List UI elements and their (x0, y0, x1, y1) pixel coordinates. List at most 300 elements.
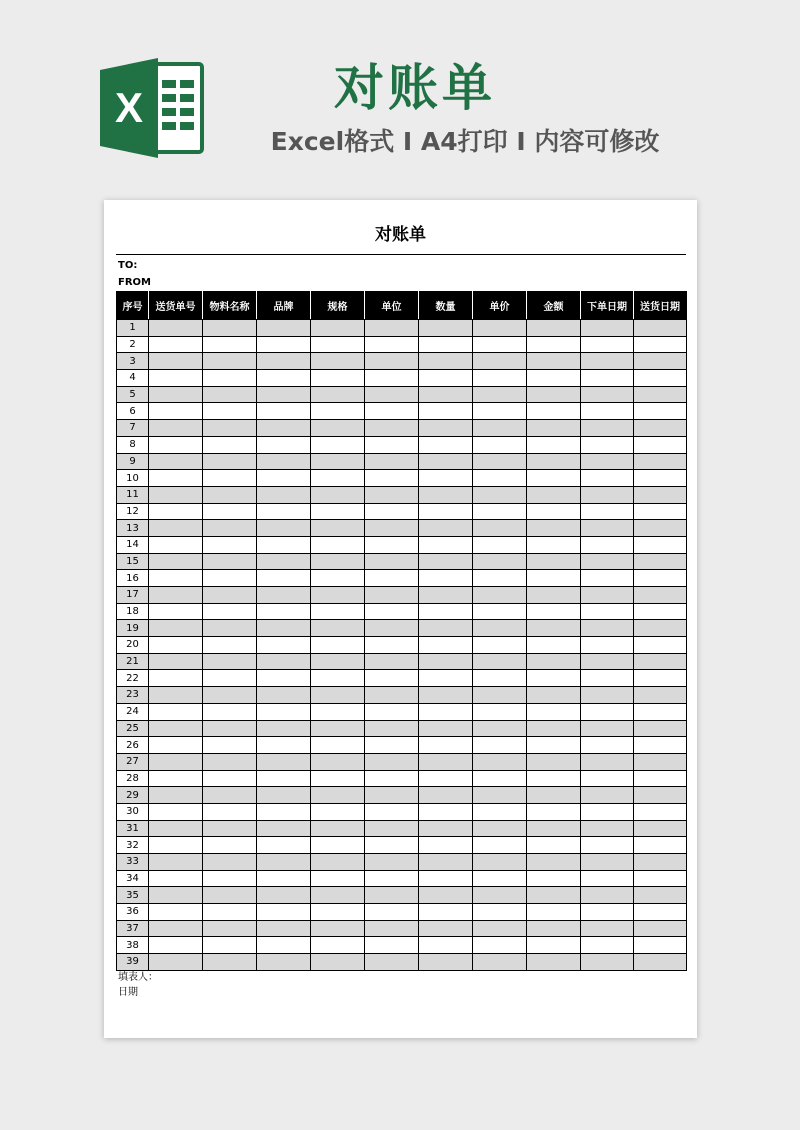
data-cell[interactable] (257, 587, 311, 604)
data-cell[interactable] (419, 937, 473, 954)
data-cell[interactable] (257, 653, 311, 670)
data-cell[interactable] (203, 670, 257, 687)
data-cell[interactable] (581, 753, 634, 770)
data-cell[interactable] (203, 837, 257, 854)
data-cell[interactable] (527, 737, 581, 754)
data-cell[interactable] (257, 803, 311, 820)
data-cell[interactable] (473, 920, 527, 937)
data-cell[interactable] (581, 737, 634, 754)
data-cell[interactable] (581, 920, 634, 937)
data-cell[interactable] (419, 403, 473, 420)
data-cell[interactable] (581, 670, 634, 687)
data-cell[interactable] (419, 920, 473, 937)
data-cell[interactable] (149, 420, 203, 437)
data-cell[interactable] (634, 937, 687, 954)
data-cell[interactable] (419, 787, 473, 804)
data-cell[interactable] (365, 787, 419, 804)
data-cell[interactable] (581, 954, 634, 971)
data-cell[interactable] (581, 787, 634, 804)
data-cell[interactable] (581, 770, 634, 787)
data-cell[interactable] (581, 436, 634, 453)
data-cell[interactable] (149, 870, 203, 887)
data-cell[interactable] (634, 386, 687, 403)
data-cell[interactable] (365, 703, 419, 720)
data-cell[interactable] (473, 353, 527, 370)
data-cell[interactable] (257, 854, 311, 871)
data-cell[interactable] (311, 587, 365, 604)
data-cell[interactable] (527, 553, 581, 570)
data-cell[interactable] (203, 803, 257, 820)
data-cell[interactable] (634, 536, 687, 553)
data-cell[interactable] (581, 837, 634, 854)
data-cell[interactable] (203, 520, 257, 537)
data-cell[interactable] (527, 320, 581, 337)
data-cell[interactable] (527, 720, 581, 737)
data-cell[interactable] (473, 687, 527, 704)
data-cell[interactable] (365, 904, 419, 921)
data-cell[interactable] (365, 587, 419, 604)
data-cell[interactable] (634, 703, 687, 720)
data-cell[interactable] (203, 536, 257, 553)
data-cell[interactable] (527, 503, 581, 520)
data-cell[interactable] (634, 570, 687, 587)
data-cell[interactable] (149, 587, 203, 604)
data-cell[interactable] (419, 904, 473, 921)
data-cell[interactable] (527, 687, 581, 704)
data-cell[interactable] (257, 904, 311, 921)
data-cell[interactable] (311, 703, 365, 720)
data-cell[interactable] (581, 803, 634, 820)
data-cell[interactable] (527, 954, 581, 971)
data-cell[interactable] (527, 670, 581, 687)
data-cell[interactable] (527, 820, 581, 837)
data-cell[interactable] (473, 887, 527, 904)
data-cell[interactable] (149, 787, 203, 804)
data-cell[interactable] (311, 320, 365, 337)
data-cell[interactable] (257, 870, 311, 887)
data-cell[interactable] (257, 954, 311, 971)
data-cell[interactable] (311, 820, 365, 837)
data-cell[interactable] (149, 770, 203, 787)
data-cell[interactable] (203, 403, 257, 420)
data-cell[interactable] (634, 520, 687, 537)
data-cell[interactable] (527, 837, 581, 854)
data-cell[interactable] (419, 336, 473, 353)
data-cell[interactable] (149, 620, 203, 637)
data-cell[interactable] (419, 520, 473, 537)
data-cell[interactable] (473, 770, 527, 787)
data-cell[interactable] (419, 637, 473, 654)
data-cell[interactable] (203, 370, 257, 387)
data-cell[interactable] (311, 620, 365, 637)
data-cell[interactable] (311, 403, 365, 420)
data-cell[interactable] (634, 753, 687, 770)
data-cell[interactable] (581, 904, 634, 921)
data-cell[interactable] (257, 436, 311, 453)
data-cell[interactable] (311, 937, 365, 954)
data-cell[interactable] (203, 436, 257, 453)
data-cell[interactable] (257, 620, 311, 637)
data-cell[interactable] (365, 403, 419, 420)
data-cell[interactable] (473, 904, 527, 921)
data-cell[interactable] (634, 637, 687, 654)
data-cell[interactable] (419, 954, 473, 971)
data-cell[interactable] (311, 870, 365, 887)
data-cell[interactable] (473, 870, 527, 887)
data-cell[interactable] (149, 837, 203, 854)
data-cell[interactable] (203, 820, 257, 837)
data-cell[interactable] (473, 620, 527, 637)
data-cell[interactable] (257, 536, 311, 553)
data-cell[interactable] (473, 787, 527, 804)
data-cell[interactable] (581, 520, 634, 537)
data-cell[interactable] (257, 920, 311, 937)
data-cell[interactable] (419, 536, 473, 553)
data-cell[interactable] (473, 653, 527, 670)
data-cell[interactable] (581, 553, 634, 570)
data-cell[interactable] (149, 570, 203, 587)
data-cell[interactable] (473, 803, 527, 820)
data-cell[interactable] (257, 336, 311, 353)
data-cell[interactable] (365, 620, 419, 637)
data-cell[interactable] (634, 854, 687, 871)
data-cell[interactable] (527, 587, 581, 604)
data-cell[interactable] (527, 470, 581, 487)
data-cell[interactable] (581, 420, 634, 437)
data-cell[interactable] (473, 336, 527, 353)
data-cell[interactable] (311, 770, 365, 787)
data-cell[interactable] (257, 737, 311, 754)
data-cell[interactable] (257, 403, 311, 420)
data-cell[interactable] (419, 587, 473, 604)
data-cell[interactable] (203, 336, 257, 353)
data-cell[interactable] (634, 336, 687, 353)
data-cell[interactable] (634, 420, 687, 437)
data-cell[interactable] (311, 453, 365, 470)
data-cell[interactable] (527, 803, 581, 820)
data-cell[interactable] (419, 720, 473, 737)
data-cell[interactable] (527, 603, 581, 620)
data-cell[interactable] (419, 820, 473, 837)
data-cell[interactable] (527, 453, 581, 470)
data-cell[interactable] (419, 370, 473, 387)
data-cell[interactable] (634, 787, 687, 804)
data-cell[interactable] (149, 336, 203, 353)
data-cell[interactable] (311, 336, 365, 353)
data-cell[interactable] (634, 820, 687, 837)
data-cell[interactable] (203, 503, 257, 520)
data-cell[interactable] (365, 653, 419, 670)
data-cell[interactable] (527, 336, 581, 353)
data-cell[interactable] (581, 470, 634, 487)
data-cell[interactable] (527, 486, 581, 503)
data-cell[interactable] (473, 587, 527, 604)
data-cell[interactable] (634, 720, 687, 737)
data-cell[interactable] (527, 753, 581, 770)
data-cell[interactable] (527, 420, 581, 437)
data-cell[interactable] (527, 520, 581, 537)
data-cell[interactable] (634, 737, 687, 754)
data-cell[interactable] (257, 453, 311, 470)
data-cell[interactable] (473, 420, 527, 437)
data-cell[interactable] (203, 453, 257, 470)
data-cell[interactable] (365, 353, 419, 370)
data-cell[interactable] (581, 587, 634, 604)
data-cell[interactable] (257, 553, 311, 570)
data-cell[interactable] (257, 770, 311, 787)
data-cell[interactable] (365, 837, 419, 854)
data-cell[interactable] (311, 353, 365, 370)
data-cell[interactable] (257, 887, 311, 904)
data-cell[interactable] (311, 637, 365, 654)
data-cell[interactable] (634, 887, 687, 904)
data-cell[interactable] (311, 370, 365, 387)
data-cell[interactable] (149, 687, 203, 704)
data-cell[interactable] (311, 420, 365, 437)
data-cell[interactable] (203, 753, 257, 770)
data-cell[interactable] (257, 353, 311, 370)
data-cell[interactable] (473, 937, 527, 954)
data-cell[interactable] (149, 353, 203, 370)
data-cell[interactable] (257, 603, 311, 620)
data-cell[interactable] (581, 453, 634, 470)
data-cell[interactable] (581, 403, 634, 420)
data-cell[interactable] (149, 403, 203, 420)
data-cell[interactable] (527, 637, 581, 654)
data-cell[interactable] (311, 470, 365, 487)
data-cell[interactable] (365, 670, 419, 687)
data-cell[interactable] (365, 720, 419, 737)
data-cell[interactable] (203, 603, 257, 620)
data-cell[interactable] (257, 703, 311, 720)
data-cell[interactable] (203, 470, 257, 487)
data-cell[interactable] (203, 787, 257, 804)
data-cell[interactable] (527, 353, 581, 370)
data-cell[interactable] (527, 403, 581, 420)
data-cell[interactable] (419, 887, 473, 904)
data-cell[interactable] (634, 620, 687, 637)
data-cell[interactable] (634, 670, 687, 687)
data-cell[interactable] (473, 603, 527, 620)
data-cell[interactable] (527, 570, 581, 587)
data-cell[interactable] (203, 620, 257, 637)
data-cell[interactable] (311, 887, 365, 904)
data-cell[interactable] (365, 436, 419, 453)
data-cell[interactable] (419, 687, 473, 704)
data-cell[interactable] (581, 820, 634, 837)
data-cell[interactable] (419, 470, 473, 487)
data-cell[interactable] (473, 737, 527, 754)
data-cell[interactable] (365, 854, 419, 871)
data-cell[interactable] (203, 570, 257, 587)
data-cell[interactable] (365, 386, 419, 403)
data-cell[interactable] (527, 937, 581, 954)
data-cell[interactable] (419, 870, 473, 887)
data-cell[interactable] (311, 553, 365, 570)
data-cell[interactable] (149, 320, 203, 337)
data-cell[interactable] (149, 386, 203, 403)
data-cell[interactable] (473, 954, 527, 971)
data-cell[interactable] (581, 870, 634, 887)
data-cell[interactable] (311, 653, 365, 670)
data-cell[interactable] (473, 453, 527, 470)
data-cell[interactable] (149, 520, 203, 537)
data-cell[interactable] (203, 937, 257, 954)
data-cell[interactable] (311, 837, 365, 854)
data-cell[interactable] (527, 787, 581, 804)
data-cell[interactable] (581, 703, 634, 720)
data-cell[interactable] (581, 536, 634, 553)
data-cell[interactable] (257, 687, 311, 704)
data-cell[interactable] (473, 503, 527, 520)
data-cell[interactable] (311, 536, 365, 553)
data-cell[interactable] (203, 737, 257, 754)
data-cell[interactable] (365, 553, 419, 570)
data-cell[interactable] (581, 687, 634, 704)
data-cell[interactable] (149, 803, 203, 820)
data-cell[interactable] (203, 553, 257, 570)
data-cell[interactable] (634, 370, 687, 387)
data-cell[interactable] (634, 803, 687, 820)
data-cell[interactable] (149, 720, 203, 737)
data-cell[interactable] (311, 570, 365, 587)
data-cell[interactable] (419, 620, 473, 637)
data-cell[interactable] (203, 353, 257, 370)
data-cell[interactable] (311, 386, 365, 403)
data-cell[interactable] (203, 486, 257, 503)
data-cell[interactable] (311, 753, 365, 770)
data-cell[interactable] (365, 920, 419, 937)
data-cell[interactable] (203, 587, 257, 604)
data-cell[interactable] (365, 520, 419, 537)
data-cell[interactable] (149, 753, 203, 770)
data-cell[interactable] (581, 937, 634, 954)
data-cell[interactable] (257, 720, 311, 737)
data-cell[interactable] (149, 603, 203, 620)
data-cell[interactable] (581, 386, 634, 403)
data-cell[interactable] (365, 637, 419, 654)
data-cell[interactable] (311, 520, 365, 537)
data-cell[interactable] (365, 954, 419, 971)
data-cell[interactable] (203, 703, 257, 720)
data-cell[interactable] (311, 803, 365, 820)
data-cell[interactable] (149, 854, 203, 871)
data-cell[interactable] (581, 336, 634, 353)
data-cell[interactable] (365, 536, 419, 553)
data-cell[interactable] (311, 503, 365, 520)
data-cell[interactable] (527, 920, 581, 937)
data-cell[interactable] (527, 770, 581, 787)
data-cell[interactable] (419, 737, 473, 754)
data-cell[interactable] (203, 386, 257, 403)
data-cell[interactable] (634, 920, 687, 937)
data-cell[interactable] (203, 720, 257, 737)
data-cell[interactable] (149, 453, 203, 470)
data-cell[interactable] (311, 787, 365, 804)
data-cell[interactable] (419, 703, 473, 720)
data-cell[interactable] (634, 503, 687, 520)
data-cell[interactable] (419, 770, 473, 787)
data-cell[interactable] (419, 320, 473, 337)
data-cell[interactable] (419, 436, 473, 453)
data-cell[interactable] (149, 954, 203, 971)
data-cell[interactable] (365, 570, 419, 587)
data-cell[interactable] (257, 837, 311, 854)
data-cell[interactable] (419, 803, 473, 820)
data-cell[interactable] (634, 954, 687, 971)
data-cell[interactable] (634, 653, 687, 670)
data-cell[interactable] (527, 536, 581, 553)
data-cell[interactable] (311, 687, 365, 704)
data-cell[interactable] (203, 870, 257, 887)
data-cell[interactable] (203, 420, 257, 437)
data-cell[interactable] (473, 720, 527, 737)
data-cell[interactable] (365, 453, 419, 470)
data-cell[interactable] (419, 486, 473, 503)
data-cell[interactable] (257, 820, 311, 837)
data-cell[interactable] (365, 820, 419, 837)
data-cell[interactable] (149, 486, 203, 503)
data-cell[interactable] (581, 854, 634, 871)
data-cell[interactable] (365, 420, 419, 437)
data-cell[interactable] (257, 470, 311, 487)
data-cell[interactable] (311, 603, 365, 620)
data-cell[interactable] (311, 436, 365, 453)
data-cell[interactable] (149, 553, 203, 570)
data-cell[interactable] (257, 320, 311, 337)
data-cell[interactable] (149, 637, 203, 654)
data-cell[interactable] (419, 837, 473, 854)
data-cell[interactable] (419, 854, 473, 871)
data-cell[interactable] (527, 703, 581, 720)
data-cell[interactable] (257, 787, 311, 804)
data-cell[interactable] (473, 403, 527, 420)
data-cell[interactable] (311, 486, 365, 503)
data-cell[interactable] (365, 320, 419, 337)
data-cell[interactable] (473, 386, 527, 403)
data-cell[interactable] (473, 570, 527, 587)
data-cell[interactable] (527, 904, 581, 921)
data-cell[interactable] (527, 386, 581, 403)
data-cell[interactable] (311, 720, 365, 737)
data-cell[interactable] (527, 620, 581, 637)
data-cell[interactable] (634, 687, 687, 704)
data-cell[interactable] (203, 770, 257, 787)
data-cell[interactable] (149, 904, 203, 921)
data-cell[interactable] (365, 887, 419, 904)
data-cell[interactable] (581, 637, 634, 654)
data-cell[interactable] (365, 803, 419, 820)
data-cell[interactable] (203, 320, 257, 337)
data-cell[interactable] (634, 486, 687, 503)
data-cell[interactable] (311, 920, 365, 937)
data-cell[interactable] (149, 670, 203, 687)
data-cell[interactable] (203, 687, 257, 704)
data-cell[interactable] (527, 370, 581, 387)
data-cell[interactable] (365, 336, 419, 353)
data-cell[interactable] (203, 920, 257, 937)
data-cell[interactable] (473, 370, 527, 387)
data-cell[interactable] (634, 603, 687, 620)
data-cell[interactable] (634, 320, 687, 337)
data-cell[interactable] (365, 370, 419, 387)
data-cell[interactable] (257, 486, 311, 503)
data-cell[interactable] (149, 820, 203, 837)
data-cell[interactable] (365, 687, 419, 704)
data-cell[interactable] (634, 870, 687, 887)
data-cell[interactable] (473, 837, 527, 854)
data-cell[interactable] (581, 320, 634, 337)
